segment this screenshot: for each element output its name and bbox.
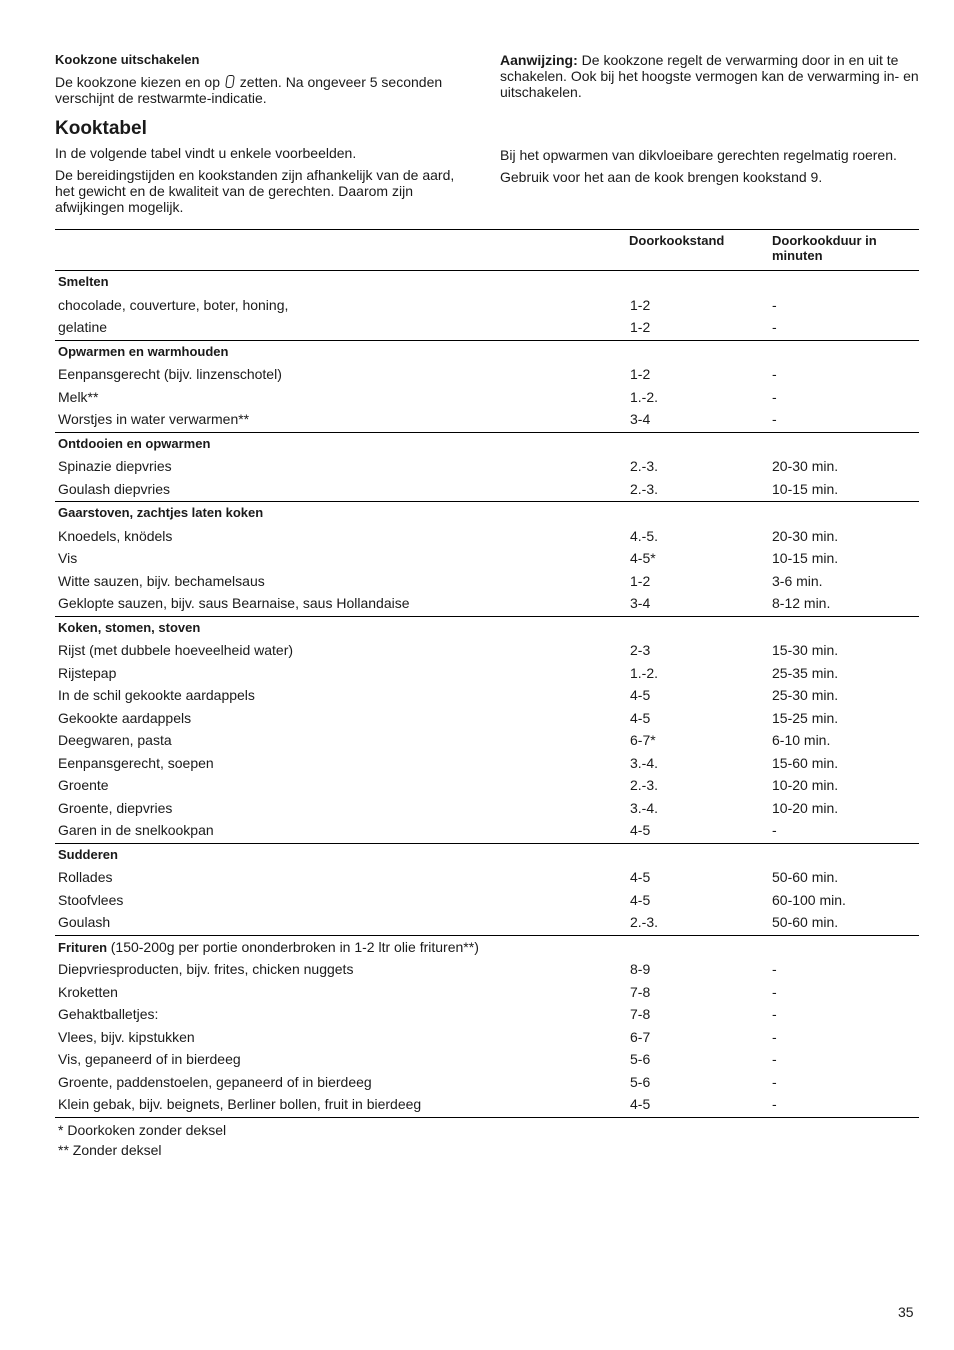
- level-cell: 4-5: [630, 687, 651, 703]
- level-cell: 1-2: [630, 366, 651, 382]
- dish-cell: Gehaktballetjes:: [58, 1006, 159, 1022]
- table-row: [55, 819, 919, 842]
- dish-cell: Deegwaren, pasta: [58, 732, 172, 748]
- duration-cell: 50-60 min.: [772, 914, 839, 930]
- level-cell: 3-4: [630, 595, 651, 611]
- table-row: [55, 386, 919, 409]
- table-row: [55, 1026, 919, 1049]
- table-body: [55, 271, 919, 1118]
- dish-cell: Eenpansgerecht, soepen: [58, 754, 214, 771]
- note-text: De kookzone regelt de verwarming door in en uit te schakelen. Ook bij het hoogste vermogen kan de verwarming in- en uitschakelen.: [500, 52, 919, 100]
- note-paragraph: [500, 52, 920, 100]
- duration-cell: 10-20 min.: [772, 777, 839, 793]
- dish-cell: Knoedels, knödels: [58, 527, 173, 544]
- table-row: [55, 639, 919, 662]
- dish-cell: Groente, paddenstoelen, gepaneerd of in bierdeeg: [58, 1073, 372, 1090]
- duration-cell: -: [772, 1051, 777, 1067]
- group-title-row: [55, 341, 919, 364]
- group-title-text: Frituren: [58, 939, 108, 955]
- table-row: [55, 316, 919, 339]
- level-cell: 1.-2.: [630, 664, 659, 681]
- level-cell: 1-2: [630, 572, 651, 589]
- level-cell: 1-2: [630, 319, 651, 335]
- table-row: [55, 684, 919, 707]
- table-group: [55, 617, 919, 844]
- dish-cell: Stoofvlees: [58, 891, 124, 908]
- level-cell: 2.-3.: [630, 458, 659, 474]
- table-row: [55, 1071, 919, 1094]
- group-title-text: Opwarmen en warmhouden: [58, 343, 229, 359]
- dish-cell: Eenpansgerecht (bijv. linzenschotel): [58, 366, 282, 382]
- duration-cell: -: [772, 296, 777, 313]
- dish-cell: Melk**: [58, 388, 99, 405]
- table-row: [55, 889, 919, 912]
- table-group: [55, 502, 919, 617]
- dish-cell: Worstjes in water verwarmen**: [58, 411, 250, 427]
- group-title: [58, 274, 109, 290]
- group-title-text: Gaarstoven, zachtjes laten koken: [58, 505, 264, 520]
- level-cell: 5-6: [630, 1073, 651, 1090]
- duration-cell: -: [772, 983, 777, 1000]
- paragraph-stirring: Bij het opwarmen van dikvloeibare gerechten regelmatig roeren.: [500, 147, 897, 163]
- group-title-row: [55, 271, 919, 294]
- table-header: [55, 229, 919, 271]
- level-cell: 2.-3.: [630, 777, 659, 793]
- level-cell: 1.-2.: [630, 388, 659, 405]
- duration-cell: 20-30 min.: [772, 527, 839, 544]
- group-title-row: [55, 502, 919, 525]
- dish-cell: Garen in de snelkookpan: [58, 822, 214, 838]
- page-number: 35: [898, 1304, 914, 1320]
- duration-cell: -: [772, 961, 777, 977]
- dish-cell: Vlees, bijv. kipstukken: [58, 1028, 195, 1045]
- dish-cell: Goulash diepvries: [58, 480, 171, 497]
- group-title-row: [55, 844, 919, 867]
- header-doorkookduur: Doorkookduur in minuten: [772, 233, 877, 263]
- group-title-row: [55, 433, 919, 456]
- dish-cell: Witte sauzen, bijv. bechamelsaus: [58, 572, 265, 589]
- level-cell: 4-5: [630, 822, 651, 838]
- dish-cell: Rijst (met dubbele hoeveelheid water): [58, 642, 294, 658]
- dish-cell: Vis: [58, 550, 78, 566]
- level-cell: 4-5: [630, 869, 651, 885]
- level-cell: 3.-4.: [630, 799, 659, 816]
- duration-cell: 25-30 min.: [772, 687, 839, 703]
- para-text-pre: De kookzone kiezen en op: [55, 74, 220, 90]
- table-row: [55, 455, 919, 478]
- level-cell: 3.-4.: [630, 754, 659, 771]
- duration-cell: 15-25 min.: [772, 709, 839, 726]
- header-doorkookstand: Doorkookstand: [629, 233, 725, 248]
- table-row: [55, 958, 919, 981]
- duration-cell: -: [772, 1006, 777, 1022]
- table-group: [55, 844, 919, 936]
- dish-cell: Groente, diepvries: [58, 799, 173, 816]
- table-row: [55, 408, 919, 431]
- section-title-kooktabel: Kooktabel: [55, 118, 147, 139]
- duration-cell: 25-35 min.: [772, 664, 839, 681]
- duration-cell: 15-60 min.: [772, 754, 839, 771]
- cooking-table: [55, 229, 919, 1160]
- group-title: [58, 939, 479, 956]
- table-row: [55, 797, 919, 820]
- duration-cell: -: [772, 366, 777, 382]
- zero-display-icon: [225, 75, 235, 88]
- level-cell: 4-5: [630, 1096, 651, 1112]
- level-cell: 4-5: [630, 709, 651, 726]
- level-cell: 7-8: [630, 983, 651, 1000]
- group-title-text: Smelten: [58, 274, 109, 289]
- level-cell: 2.-3.: [630, 914, 659, 930]
- dish-cell: Groente: [58, 777, 109, 793]
- dish-cell: Rijstepap: [58, 664, 117, 681]
- dish-cell: Diepvriesproducten, bijv. frites, chicken nuggets: [58, 961, 354, 977]
- level-cell: 4-5: [630, 891, 651, 908]
- paragraph-switch-off: [55, 74, 475, 106]
- table-row: [55, 592, 919, 615]
- duration-cell: -: [772, 822, 777, 838]
- level-cell: 2.-3.: [630, 480, 659, 497]
- level-cell: 4-5*: [630, 550, 656, 566]
- duration-cell: 50-60 min.: [772, 869, 839, 885]
- group-title-text: Koken, stomen, stoven: [58, 619, 201, 635]
- footnote: ** Zonder deksel: [58, 1141, 162, 1158]
- table-row: [55, 1093, 919, 1116]
- table-row: [55, 363, 919, 386]
- table-group: [55, 433, 919, 503]
- duration-cell: -: [772, 388, 777, 405]
- level-cell: 7-8: [630, 1006, 651, 1022]
- table-row: [55, 729, 919, 752]
- table-group: [55, 341, 919, 433]
- level-cell: 8-9: [630, 961, 651, 977]
- table-row: [55, 547, 919, 570]
- table-row: [55, 294, 919, 317]
- duration-cell: 10-15 min.: [772, 480, 839, 497]
- duration-cell: -: [772, 1028, 777, 1045]
- group-title: [58, 344, 228, 360]
- right-column: [500, 52, 920, 191]
- group-title-text: Sudderen: [58, 846, 118, 862]
- dish-cell: Goulash: [58, 914, 111, 930]
- duration-cell: 20-30 min.: [772, 458, 839, 474]
- table-row: [55, 662, 919, 685]
- duration-cell: -: [772, 1096, 777, 1112]
- table-row: [55, 525, 919, 548]
- duration-cell: 10-20 min.: [772, 799, 839, 816]
- table-row: [55, 570, 919, 593]
- duration-cell: 6-10 min.: [772, 732, 831, 748]
- level-cell: 4.-5.: [630, 527, 659, 544]
- dish-cell: Kroketten: [58, 983, 118, 1000]
- table-row: [55, 1003, 919, 1026]
- table-row: [55, 478, 919, 501]
- group-title: [58, 505, 263, 521]
- table-row: [55, 1048, 919, 1071]
- table-row: [55, 981, 919, 1004]
- table-group: [55, 271, 919, 341]
- group-title-row: [55, 936, 919, 959]
- dish-cell: Klein gebak, bijv. beignets, Berliner bollen, fruit in bierdeeg: [58, 1096, 422, 1112]
- level-cell: 6-7: [630, 1028, 651, 1045]
- left-column: [55, 52, 475, 221]
- dish-cell: Spinazie diepvries: [58, 458, 172, 474]
- level-cell: 5-6: [630, 1051, 651, 1067]
- duration-cell: -: [772, 411, 777, 427]
- para-text-post: zetten. Na ongeveer 5 seconden verschijnt de restwarmte-indicatie.: [55, 74, 443, 106]
- dish-cell: gelatine: [58, 319, 108, 335]
- group-title-row: [55, 617, 919, 640]
- group-title: [58, 436, 210, 452]
- paragraph-intro: In de volgende tabel vindt u enkele voorbeelden.: [55, 145, 357, 161]
- footnotes: [55, 1120, 919, 1160]
- duration-cell: 10-15 min.: [772, 550, 839, 566]
- table-row: [55, 752, 919, 775]
- level-cell: 1-2: [630, 296, 651, 313]
- duration-cell: 15-30 min.: [772, 642, 839, 658]
- dish-cell: Vis, gepaneerd of in bierdeeg: [58, 1051, 241, 1067]
- duration-cell: -: [772, 319, 777, 335]
- group-title: [58, 847, 118, 863]
- dish-cell: Geklopte sauzen, bijv. saus Bearnaise, saus Hollandaise: [58, 595, 410, 611]
- table-row: [55, 774, 919, 797]
- dish-cell: Gekookte aardappels: [58, 709, 192, 726]
- duration-cell: 60-100 min.: [772, 891, 846, 908]
- table-row: [55, 911, 919, 934]
- table-group: [55, 936, 919, 1118]
- group-note: (150-200g per portie ononderbroken in 1-2 ltr olie frituren**): [110, 938, 479, 955]
- table-row: [55, 866, 919, 889]
- paragraph-boil-level: Gebruik voor het aan de kook brengen kookstand 9.: [500, 169, 823, 185]
- level-cell: 2-3: [630, 642, 651, 658]
- dish-cell: chocolade, couverture, boter, honing,: [58, 296, 289, 313]
- dish-cell: In de schil gekookte aardappels: [58, 687, 255, 703]
- footnote: * Doorkoken zonder deksel: [58, 1121, 227, 1138]
- paragraph-variation: De bereidingstijden en kookstanden zijn afhankelijk van de aard, het gewicht en de kwaliteit van de gerechten. Daarom zijn afwijkingen mogelijk.: [55, 167, 455, 215]
- dish-cell: Rollades: [58, 869, 113, 885]
- group-title-text: Ontdooien en opwarmen: [58, 435, 211, 451]
- table-row: [55, 707, 919, 730]
- duration-cell: 3-6 min.: [772, 572, 823, 589]
- level-cell: 3-4: [630, 411, 651, 427]
- level-cell: 6-7*: [630, 732, 656, 748]
- note-label: Aanwijzing:: [500, 52, 578, 68]
- duration-cell: 8-12 min.: [772, 595, 831, 611]
- group-title: [58, 620, 200, 636]
- subheading-kookzone-uitschakelen: Kookzone uitschakelen: [55, 52, 200, 67]
- duration-cell: -: [772, 1073, 777, 1090]
